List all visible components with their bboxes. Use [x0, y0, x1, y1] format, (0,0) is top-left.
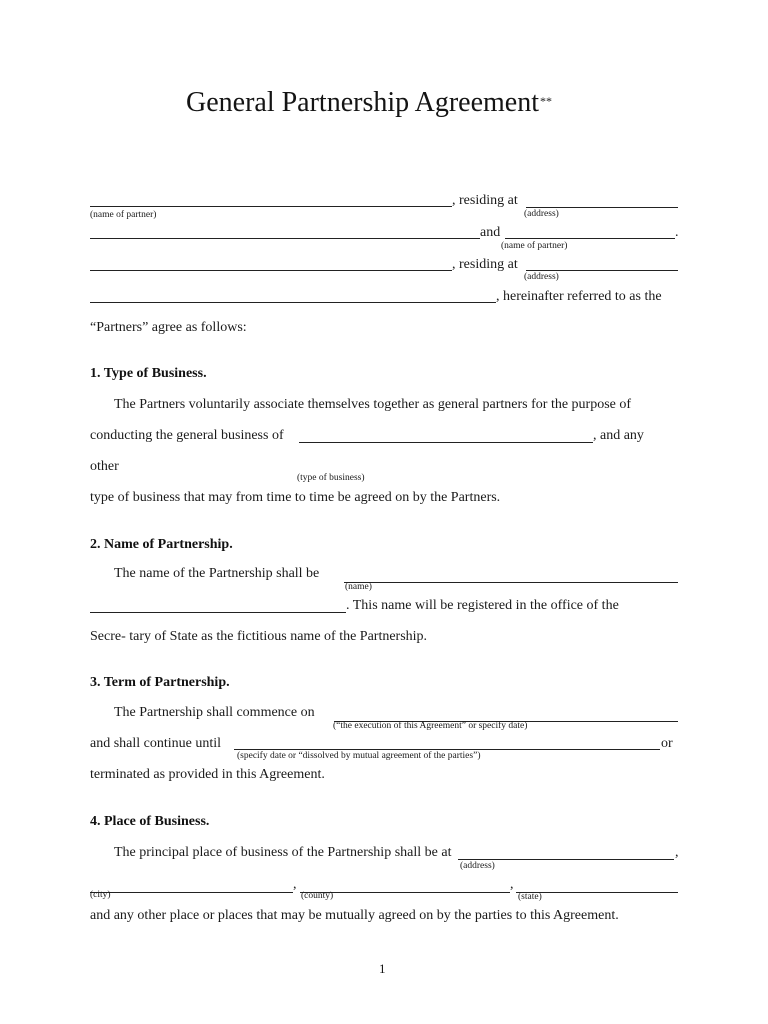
partner-2-period: .	[675, 225, 679, 240]
county-comma: ,	[510, 877, 514, 892]
section-3-line-2-end: or	[661, 736, 673, 751]
city-caption: (city)	[90, 890, 111, 900]
section-1-line-2-start: conducting the general business of	[90, 428, 284, 443]
partnership-name-blank[interactable]	[344, 582, 678, 583]
title-footnote-mark: **	[539, 94, 552, 108]
section-1-heading: 1. Type of Business.	[90, 366, 207, 381]
state-caption: (state)	[518, 892, 542, 902]
document-title	[186, 89, 552, 117]
continue-until-caption: (specify date or “dissolved by mutual agreement of the parties”)	[237, 751, 481, 761]
type-of-business-blank[interactable]	[299, 442, 593, 443]
partner-1-name-blank[interactable]	[90, 206, 452, 207]
section-1-line-4: type of business that may from time to time be agreed on by the Partners.	[90, 490, 501, 505]
address-comma: ,	[675, 845, 679, 860]
partnership-name-continued-blank[interactable]	[90, 612, 346, 613]
partner-2-line-blank[interactable]	[90, 270, 452, 271]
section-2-line-3: Secre- tary of State as the fictitious name of the Partnership.	[90, 629, 428, 644]
residing-at-label-1: , residing at	[452, 193, 518, 208]
section-4-line-1: The principal place of business of the Partnership shall be at	[114, 845, 452, 860]
address-caption-2: (address)	[524, 272, 559, 282]
city-comma: ,	[293, 877, 297, 892]
name-of-partner-caption-2: (name of partner)	[501, 241, 568, 251]
page-number: 1	[379, 961, 386, 976]
city-blank[interactable]	[90, 892, 293, 893]
commence-caption: (“the execution of this Agreement” or specify date)	[333, 721, 528, 731]
section-1-line-3: other	[90, 459, 119, 474]
section-3-heading: 3. Term of Partnership.	[90, 675, 230, 690]
place-address-blank[interactable]	[458, 859, 674, 860]
residing-at-label-2: , residing at	[452, 257, 518, 272]
and-label: and	[480, 225, 501, 240]
name-of-partner-caption-1: (name of partner)	[90, 210, 157, 220]
name-caption: (name)	[345, 582, 372, 592]
section-4-heading: 4. Place of Business.	[90, 814, 210, 829]
county-caption: (county)	[301, 891, 334, 901]
section-1-line-1: The Partners voluntarily associate themselves together as general partners for the purpose of	[114, 397, 632, 412]
section-3-line-3: terminated as provided in this Agreement.	[90, 767, 325, 782]
section-2-line-2: . This name will be registered in the office of the	[346, 598, 619, 613]
hereinafter-text: , hereinafter referred to as the	[496, 289, 662, 304]
section-1-line-2-end: , and any	[593, 428, 644, 443]
section-3-line-1: The Partnership shall commence on	[114, 705, 315, 720]
partners-agree-text: “Partners” agree as follows:	[90, 320, 247, 335]
section-3-line-2-start: and shall continue until	[90, 736, 222, 751]
continue-until-blank[interactable]	[234, 749, 660, 750]
partner-1-address-continued-blank[interactable]	[90, 238, 480, 239]
place-address-caption: (address)	[460, 861, 495, 871]
partner-1-address-blank[interactable]	[526, 207, 678, 208]
section-2-line-1: The name of the Partnership shall be	[114, 566, 320, 581]
address-caption-1: (address)	[524, 209, 559, 219]
type-of-business-caption: (type of business)	[297, 473, 365, 483]
partner-2-name-blank[interactable]	[505, 238, 675, 239]
section-4-line-3: and any other place or places that may be mutually agreed on by the parties to this Agreement.	[90, 908, 619, 923]
partner-2-address-continued-blank[interactable]	[90, 302, 496, 303]
title-text: General Partnership Agreement	[186, 87, 539, 118]
partner-2-address-blank[interactable]	[526, 270, 678, 271]
section-2-heading: 2. Name of Partnership.	[90, 537, 233, 552]
